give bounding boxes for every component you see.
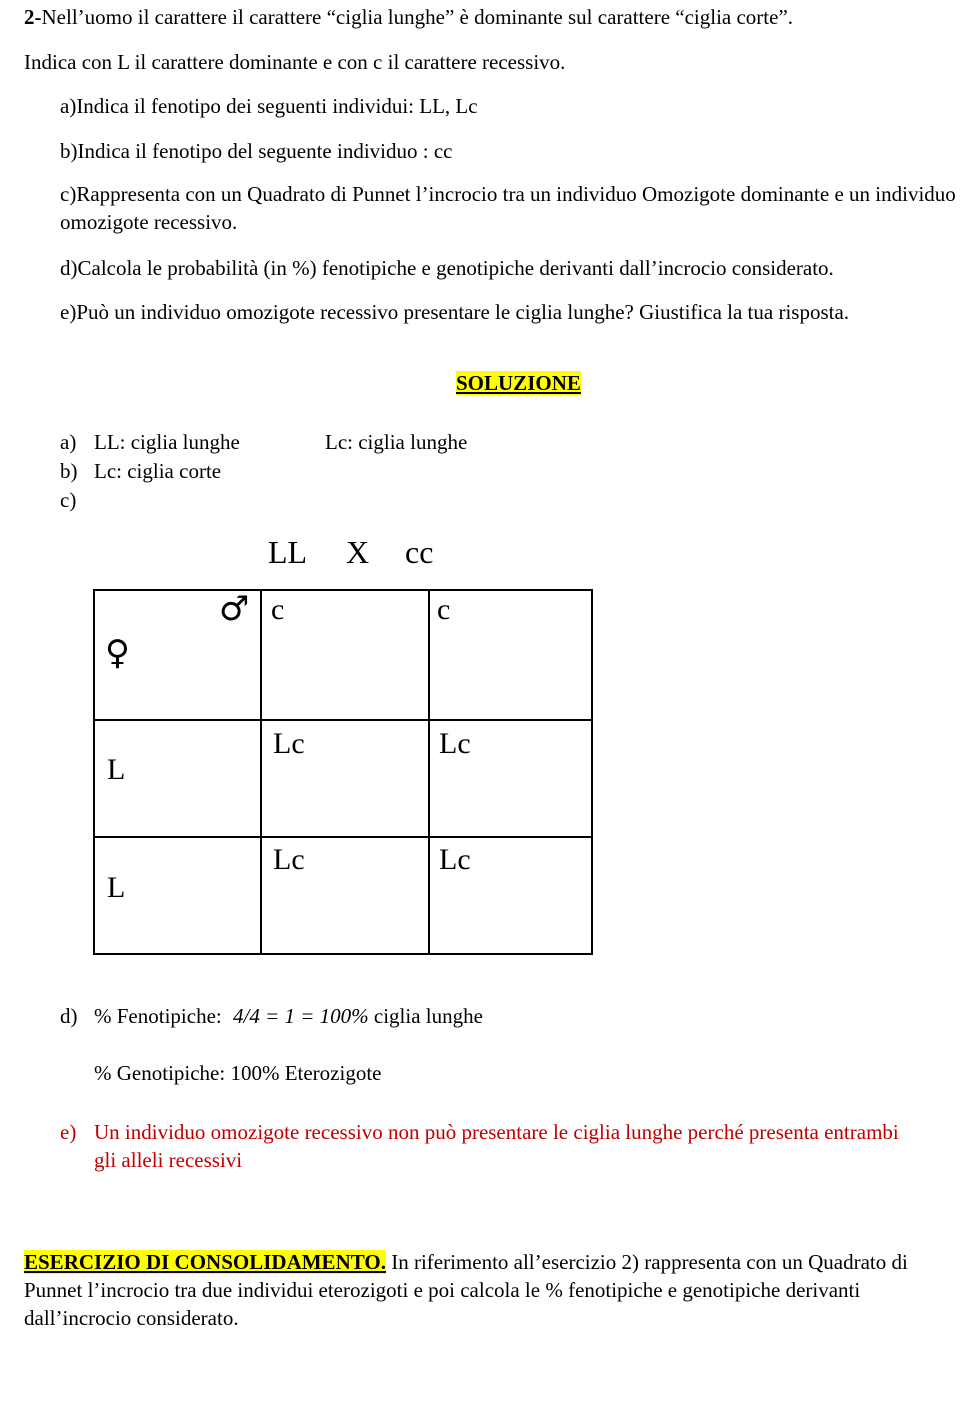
exercise-title-text: Nell’uomo il carattere il carattere “ciglia lunghe” è dominante sul carattere “ciglia corte”. (41, 5, 794, 29)
female-gamete: L (107, 753, 126, 786)
consolidation-heading: ESERCIZIO DI CONSOLIDAMENTO. (24, 1250, 386, 1274)
cross-symbol: X (346, 534, 370, 570)
answer-d-label: d) (60, 1004, 78, 1028)
answer-a-lc: Lc: ciglia lunghe (325, 430, 468, 454)
male-gamete: c (437, 593, 451, 626)
punnett-square (93, 589, 593, 955)
cross-right-genotype: cc (405, 534, 434, 570)
cross-left-genotype: LL (268, 534, 308, 570)
phenotypic-label: % Fenotipiche: (94, 1004, 222, 1028)
consolidation-exercise (24, 1248, 929, 1332)
grid-vline-1 (260, 591, 262, 953)
answer-d-genotypic: % Genotipiche: 100% Eterozigote (94, 1061, 382, 1085)
question-c: c)Rappresenta con un Quadrato di Punnet l’incrocio tra un individuo Omozigote dominante e un individuo omozigote recessivo. (60, 182, 956, 234)
punnett-cell: Lc (273, 843, 305, 876)
female-gamete: L (107, 871, 126, 904)
question-d: d)Calcola le probabilità (in %) fenotipiche e genotipiche derivanti dall’incrocio considerato. (60, 256, 834, 280)
question-a: a)Indica il fenotipo dei seguenti individui: LL, Lc (60, 94, 478, 118)
grid-hline-2 (95, 836, 591, 838)
male-gamete: c (271, 593, 285, 626)
exercise-number: 2- (24, 5, 42, 29)
exercise-intro: Indica con L il carattere dominante e con c il carattere recessivo. (24, 50, 566, 74)
answer-d-phenotypic (94, 1004, 483, 1029)
question-b: b)Indica il fenotipo del seguente individuo : cc (60, 139, 453, 163)
male-symbol-icon: ♂ (219, 589, 250, 629)
punnett-cell: Lc (273, 727, 305, 760)
solution-heading-text: SOLUZIONE (456, 371, 581, 395)
answer-e-text: Un individuo omozigote recessivo non può presentare le ciglia lunghe perché presenta entrambi gli alleli recessivi (94, 1120, 899, 1172)
phenotypic-suffix: ciglia lunghe (373, 1004, 483, 1028)
answer-c-label: c) (60, 488, 77, 512)
phenotypic-value: 4/4 = 1 = 100% (232, 1004, 369, 1028)
answer-b-label: b) (60, 459, 78, 483)
female-symbol-icon: ♀ (105, 633, 130, 673)
answer-a-ll: LL: ciglia lunghe (94, 430, 240, 454)
answer-b-text: Lc: ciglia corte (94, 459, 222, 483)
answer-a-label: a) (60, 430, 77, 454)
punnett-cell: Lc (439, 843, 471, 876)
exercise-title (24, 5, 793, 30)
answer-e-label: e) (60, 1120, 77, 1144)
grid-hline-1 (95, 719, 591, 721)
punnett-cell: Lc (439, 727, 471, 760)
question-e: e)Può un individuo omozigote recessivo presentare le ciglia lunghe? Giustifica la tua risposta. (60, 300, 850, 324)
grid-vline-2 (428, 591, 430, 953)
solution-heading (456, 371, 581, 396)
consolidation-text: In riferimento all’esercizio 2) rappresenta con un Quadrato di Punnet l’incrocio tra due individui eterozigoti e poi calcola le % fenotipiche e genotipiche derivanti dall’incrocio considerato. (24, 1250, 908, 1330)
